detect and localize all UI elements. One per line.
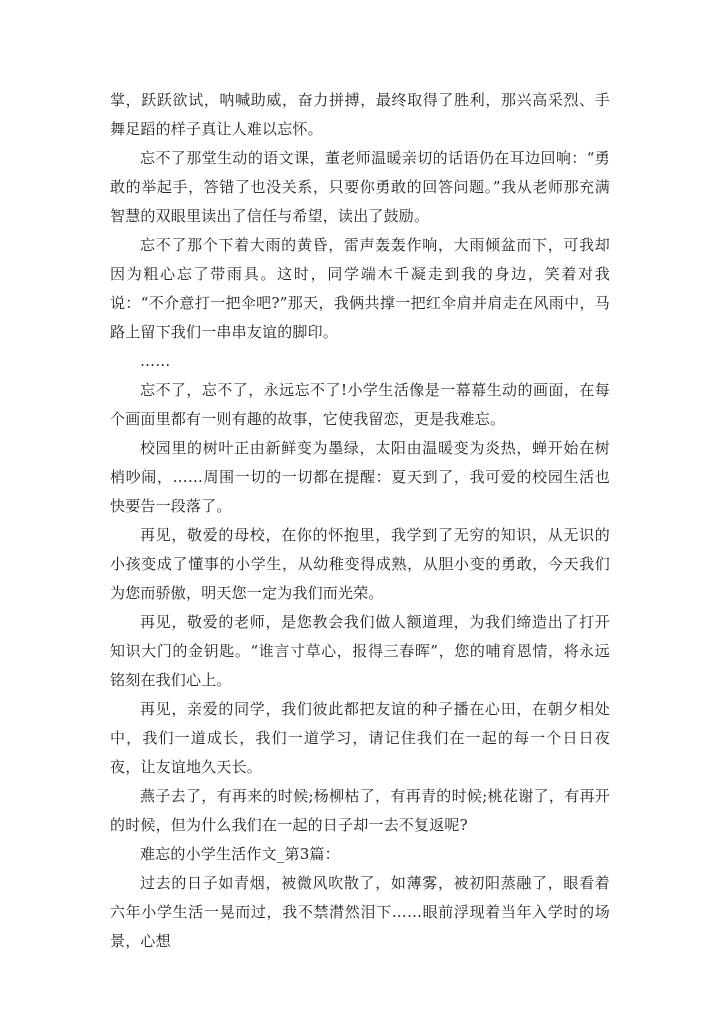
paragraph-chinese-class: 忘不了那堂生动的语文课，董老师温暖亲切的话语仍在耳边回响：“勇敢的举起手，答错了也没关系，只要你勇敢的回答问题。”我从老师那充满智慧的双眼里读出了信任与希望，读出了鼓励。 bbox=[110, 149, 610, 225]
paragraph-continuation: 掌，跃跃欲试，呐喊助威，奋力拼搏，最终取得了胜利，那兴高采烈、手舞足蹈的样子真让人难以忘怀。 bbox=[110, 91, 610, 138]
paragraph-past-days: 过去的日子如青烟，被微风吹散了，如薄雾，被初阳蒸融了，眼看着六年小学生活一晃而过，我不禁潸然泪下……眼前浮现着当年入学时的场景，心想 bbox=[110, 874, 610, 950]
paragraph-farewell-classmates: 再见，亲爱的同学，我们彼此都把友谊的种子播在心田，在朝夕相处中，我们一道成长，我们一道学习，请记住我们在一起的每一个日日夜夜，让友谊地久天长。 bbox=[110, 700, 610, 776]
paragraph-ellipsis: …… bbox=[140, 352, 171, 370]
paragraph-unforgettable: 忘不了，忘不了，永远忘不了!小学生活像是一幕幕生动的画面，在每个画面里都有一则有趣的故事，它使我留恋，更是我难忘。 bbox=[110, 381, 610, 428]
paragraph-summer: 校园里的树叶正由新鲜变为墨绿，太阳由温暖变为炎热，蝉开始在树梢吵闹，……周围一切的一切都在提醒：夏天到了，我可爱的校园生活也快要告一段落了。 bbox=[110, 439, 610, 515]
article-body bbox=[110, 86, 610, 956]
section-heading: 难忘的小学生活作文_第3篇： bbox=[140, 845, 340, 863]
paragraph-farewell-school: 再见，敬爱的母校，在你的怀抱里，我学到了无穷的知识，从无识的小孩变成了懂事的小学生，从幼稚变得成熟，从胆小变的勇敢，今天我们为您而骄傲，明天您一定为我们而光荣。 bbox=[110, 526, 610, 602]
paragraph-farewell-teacher: 再见，敬爱的老师，是您教会我们做人额道理，为我们缔造出了打开知识大门的金钥匙。“谁言寸草心，报得三春晖”，您的哺育恩情，将永远铭刻在我们心上。 bbox=[110, 613, 610, 689]
paragraph-rainy-evening: 忘不了那个下着大雨的黄昏，雷声轰轰作响，大雨倾盆而下，可我却因为粗心忘了带雨具。这时，同学端木千凝走到我的身边，笑着对我说：“不介意打一把伞吧?”那天，我俩共撑一把红伞肩并肩走在风雨中，马路上留下我们一串串友谊的脚印。 bbox=[110, 236, 610, 341]
paragraph-swallows: 燕子去了，有再来的时候;杨柳枯了，有再青的时候;桃花谢了，有再开的时候，但为什么我们在一起的日子却一去不复返呢? bbox=[110, 787, 610, 834]
